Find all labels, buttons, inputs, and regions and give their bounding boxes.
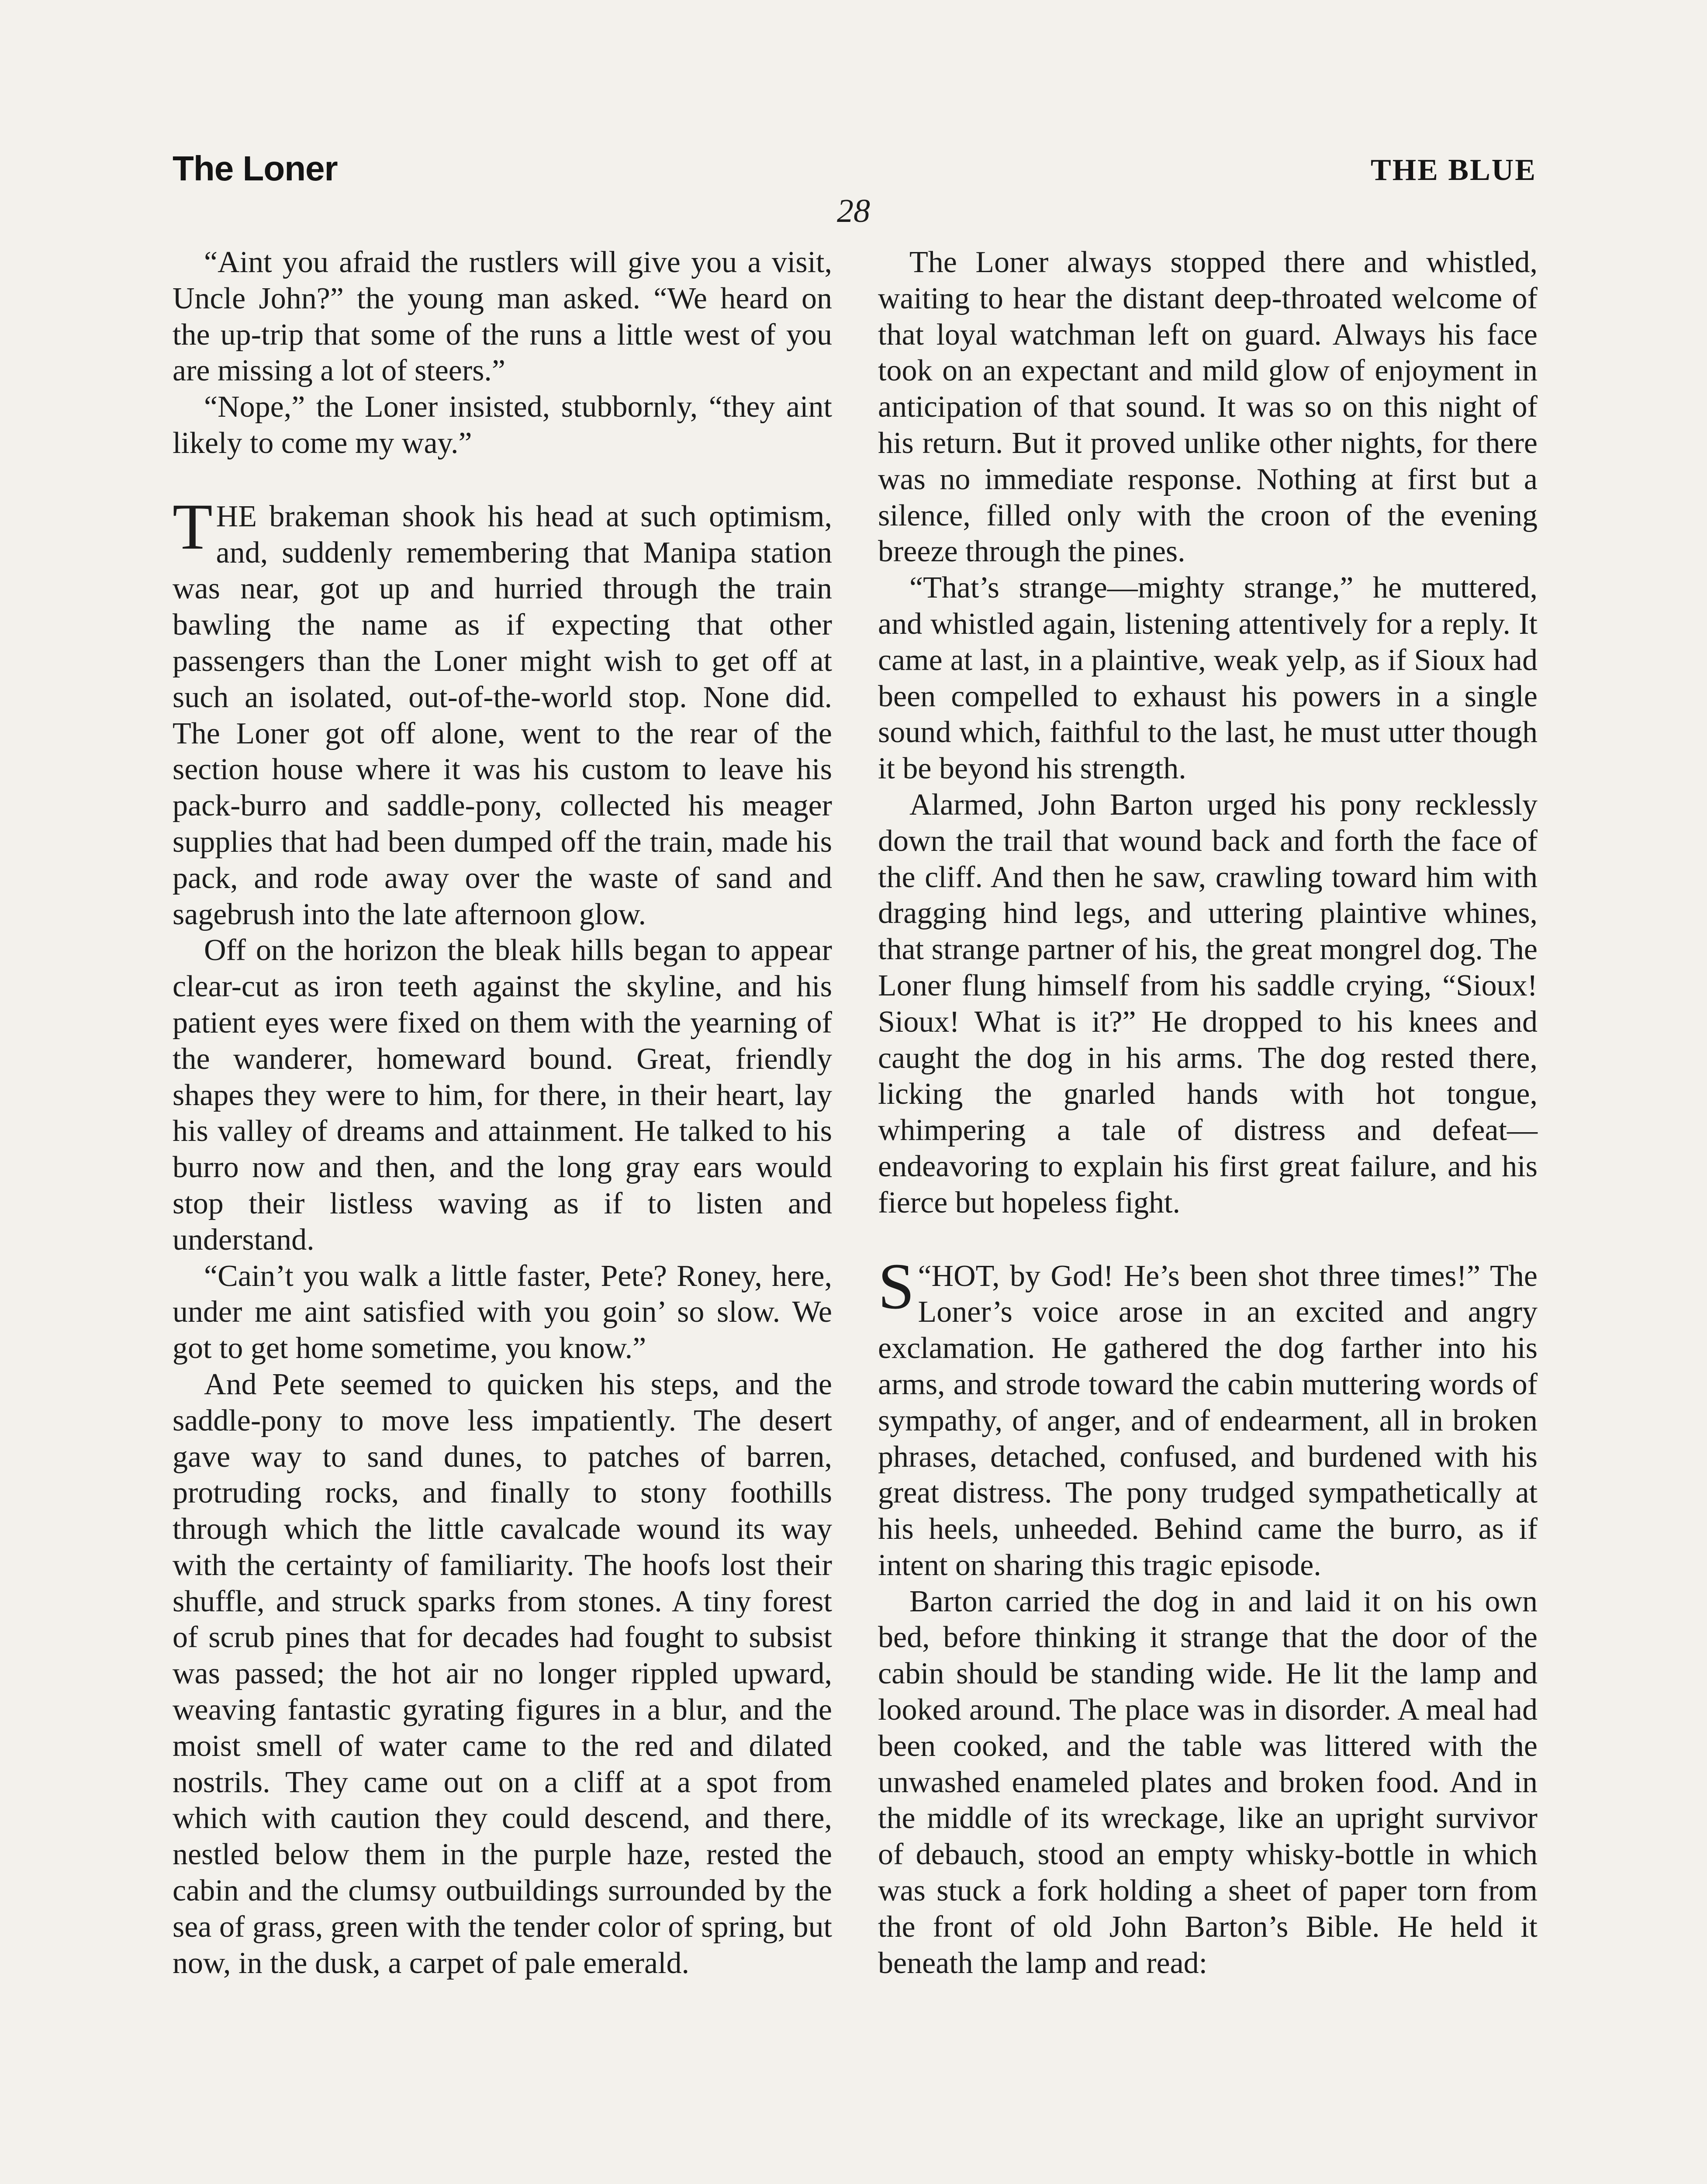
- magazine-title: THE BLUE: [1371, 153, 1537, 187]
- right-text-column: [878, 245, 1538, 1981]
- paragraph-body: times!” The Loner’s voice arose in an excited and angry exclamation. He gathered the dog farther into his arms, and strode toward the cabin muttering words of sympathy, of anger, and of endearment, all in broken phrases, detached, confused, and burdened with his great distress. The pony trudged sympathetically at his heels, unheeded. Behind came the burro, as if intent on sharing this tragic episode.: [878, 1259, 1538, 1582]
- paragraph-dropcap: [878, 1250, 1538, 1584]
- paragraph-body: brakeman shook his head at such optimism, and, suddenly remembering that Manipa station was near, got up and hurried through the train bawling the name as if expecting that other passengers than the Loner might wish to get off at such an isolated, out-of-the-world stop. None did. The Loner got off alone, went to the rear of the section house where it was his custom to leave his pack-burro and saddle-pony, collected his meager supplies that had been dumped off the train, made his pack, and rode away over the waste of sand and sagebrush into the late afternoon glow.: [173, 499, 833, 931]
- left-text-column: [173, 245, 832, 1981]
- paragraph: Off on the horizon the bleak hills began to appear clear-cut as iron teeth against the skyline, and his patient eyes were fixed on them with the yearning of the wanderer, homeward bound. Great, friendly shapes they were to him, for there, in their heart, lay his valley of dreams and attainment. He talked to his burro now and then, and the long gray ears would stop their listless waving as if to listen and understand.: [173, 933, 832, 1257]
- running-head-title: The Loner: [173, 149, 338, 188]
- drop-cap: S: [878, 1250, 915, 1323]
- paragraph: The Loner always stopped there and whistled, waiting to hear the distant deep-throated welcome of that loyal watchman left on guard. Always his face took on an expectant and mild glow of enjoyment in anticipation of that sound. It was so on this night of his return. But it proved unlike other nights, for there was no immediate response. Nothing at first but a silence, filled only with the croon of the evening breeze through the pines.: [878, 245, 1538, 569]
- paragraph: Alarmed, John Barton urged his pony recklessly down the trail that wound back and forth the face of the cliff. And then he saw, crawling toward him with dragging hind legs, and uttering plaintive whines, that strange partner of his, the great mongrel dog. The Loner flung himself from his saddle crying, “Sioux! Sioux! What is it?” He dropped to his knees and caught the dog in his arms. The dog rested there, licking the gnarled hands with hot tongue, whimpering a tale of distress and defeat—endeavoring to explain his first great failure, and his fierce but hopeless fight.: [878, 788, 1538, 1220]
- paragraph: “Aint you afraid the rustlers will give you a visit, Uncle John?” the young man asked. “We heard on the up-trip that some of the runs a little west of you are missing a lot of steers.”: [173, 245, 832, 388]
- drop-cap: T: [173, 490, 213, 563]
- dropcap-rest: HOT, by God! He’s been shot three: [931, 1259, 1380, 1293]
- paragraph: “Cain’t you walk a little faster, Pete? Roney, here, under me aint satisfied with you goin’ so slow. We got to get home sometime, you know.”: [173, 1259, 832, 1365]
- paragraph: “Nope,” the Loner insisted, stubbornly, “they aint likely to come my way.”: [173, 390, 832, 460]
- page-number: 28: [837, 193, 870, 229]
- paragraph: And Pete seemed to quicken his steps, and the saddle-pony to move less impatiently. The desert gave way to sand dunes, to patches of barren, protruding rocks, and finally to stony foothills through which the little cavalcade wound its way with the certainty of familiarity. The hoofs lost their shuffle, and struck sparks from stones. A tiny forest of scrub pines that for decades had fought to subsist was passed; the hot air no longer rippled upward, weaving fantastic gyrating figures in a blur, and the moist smell of water came to the red and dilated nostrils. They came out on a cliff at a spot from which with caution they could descend, and there, nestled below them in the purple haze, rested the cabin and the clumsy outbuildings surrounded by the sea of grass, green with the tender color of spring, but now, in the dusk, a carpet of pale emerald.: [173, 1367, 832, 1980]
- dropcap-quote: “: [918, 1259, 932, 1293]
- paragraph: “That’s strange—mighty strange,” he muttered, and whistled again, listening attentively for a reply. It came at last, in a plaintive, weak yelp, as if Sioux had been compelled to exhaust his powers in a single sound which, faithful to the last, he must utter though it be beyond his strength.: [878, 571, 1538, 786]
- dropcap-rest: HE: [216, 499, 257, 533]
- paragraph-dropcap: [173, 490, 833, 933]
- paragraph: Barton carried the dog in and laid it on his own bed, before thinking it strange that the door of the cabin should be standing wide. He lit the lamp and looked around. The place was in disorder. A meal had been cooked, and the table was littered with the unwashed enameled plates and broken food. And in the middle of its wreckage, like an upright survivor of debauch, stood an empty whisky-bottle in which was stuck a fork holding a sheet of paper torn from the front of old John Barton’s Bible. He held it beneath the lamp and read:: [878, 1584, 1538, 1980]
